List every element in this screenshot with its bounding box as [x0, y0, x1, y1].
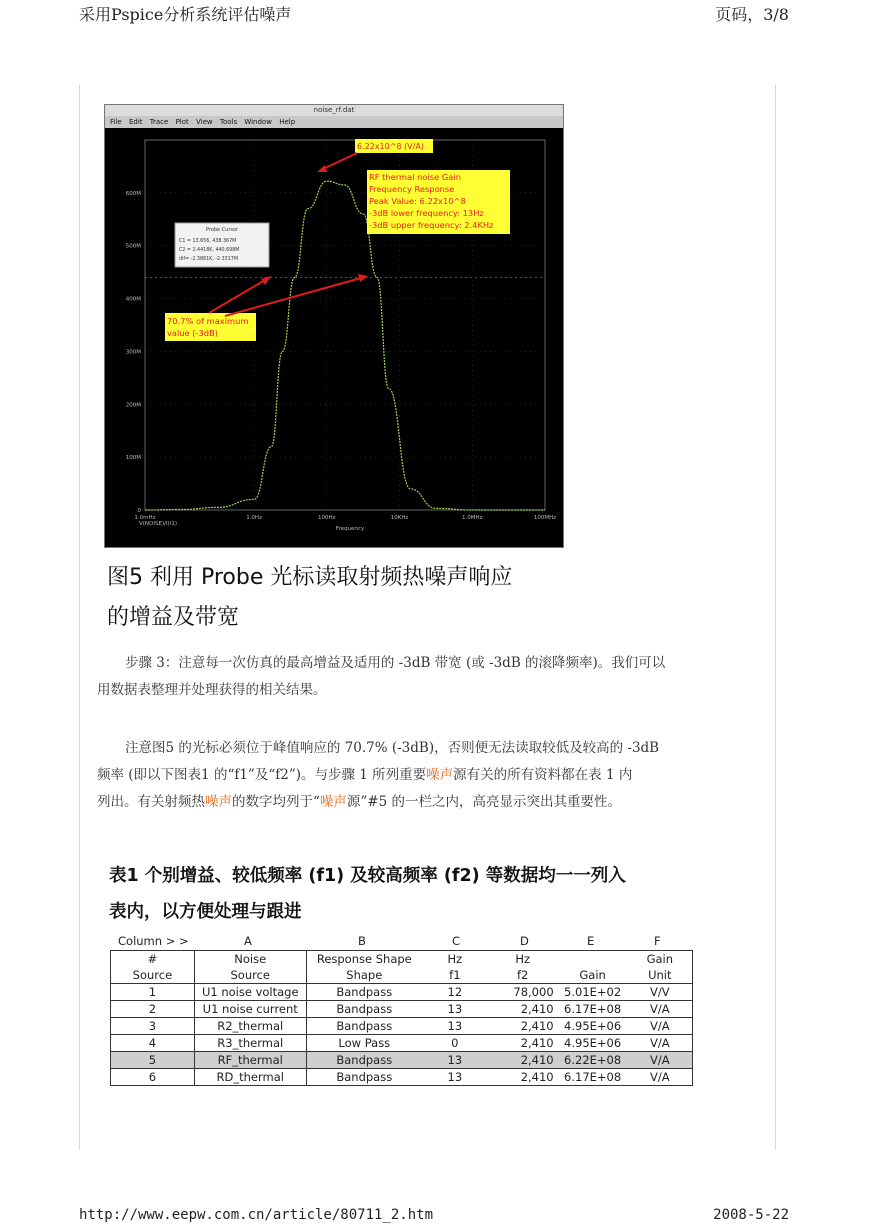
column-letter-e: E [587, 934, 595, 948]
y-tick-label: 600M [125, 190, 141, 197]
table-header-row: Source Source Shape f1 f2 Gain Unit [132, 968, 672, 982]
paragraph-step3 [97, 650, 762, 704]
column-label-row: Column > > [118, 934, 189, 948]
y-tick-label: 500M [125, 243, 141, 250]
p2-line-1: 注意图5 的光标必须位于峰值响应的 70.7% (-3dB)，否则便无法读取较低及较高的 -3dB [125, 740, 660, 756]
menu-help: Help [279, 118, 296, 126]
footer-date: 2008-5-22 [713, 1207, 789, 1223]
cursor-c2: C2 = 2.4418K, 440.698M [179, 248, 240, 253]
trace-legend: V(NOISE)/I(I1) [139, 521, 177, 527]
table-row: 4 R3_thermal Low Pass 0 2,410 4.95E+06 V/A [111, 1035, 693, 1052]
screenshot-menu-bar [105, 116, 563, 128]
y-axis-ticks [126, 191, 142, 514]
info-line-2: Frequency Response [369, 184, 455, 194]
cutoff-annotation [165, 274, 368, 341]
y-tick-label: 0 [137, 508, 141, 514]
gain-info-annotation [367, 170, 510, 234]
column-letter-f: F [654, 934, 661, 948]
header-title: 采用Pspice分析系统评估噪声 [79, 5, 292, 24]
cutoff-label-2: value (-3dB) [167, 328, 219, 338]
x-tick-label: 1.0mHz [134, 515, 156, 521]
cursor-dif: dif= -2.3881K, -2.3317M [179, 257, 238, 262]
cursor-box-title: Probe Cursor [205, 227, 239, 233]
probe-screenshot [104, 104, 564, 548]
table-row: 6 RD_thermal Bandpass 13 2,410 6.17E+08 V/A [111, 1069, 693, 1086]
menu-window: Window [244, 118, 272, 126]
column-letter-d: D [520, 934, 529, 948]
peak-annotation [317, 139, 433, 172]
column-letter-a: A [244, 934, 252, 948]
header-page-number: 页码，3/8 [715, 5, 789, 24]
x-axis-ticks [134, 515, 556, 521]
table-row: 3 R2_thermal Bandpass 13 2,410 4.95E+06 V/A [111, 1018, 693, 1035]
peak-label: 6.22x10^8 (V/A) [357, 142, 424, 151]
p1-line-1: 步骤 3：注意每一次仿真的最高增益及适用的 -3dB 带宽 (或 -3dB 的滚降频率)。我们可以 [125, 655, 666, 671]
paragraph-cursor-note: 注意图5 的光标必须位于峰值响应的 70.7% (-3dB)，否则便无法读取较低及较高的 -3dB 频率 (即以下图表1 的“f1”及“f2”)。与步骤 1 所列重要噪声源有关的所有资料都在表 1 内 列出。有关射频热噪声的数字均列于“噪声源”#5 的一栏之内，高亮显示突出其重要性。 [97, 740, 660, 810]
table-row: 2 U1 noise current Bandpass 13 2,410 6.17E+08 V/A [111, 1001, 693, 1018]
noise-link: 噪声 [319, 794, 347, 810]
info-line-1: RF thermal noise Gain [369, 172, 461, 182]
x-tick-label: 1.0MHz [462, 515, 483, 521]
table-row: 1 U1 noise voltage Bandpass 12 78,000 5.01E+02 V/V [111, 984, 693, 1001]
p1-line-2: 用数据表整理并处理获得的相关结果。 [97, 682, 327, 698]
menu-trace: Trace [149, 118, 169, 126]
cursor-info-box [175, 223, 269, 267]
cursor-c1: C1 = 13.656, 438.367M [179, 239, 237, 244]
x-tick-label: 1.0Hz [246, 515, 262, 521]
right-margin-line [775, 85, 776, 1150]
menu-edit: Edit [128, 118, 143, 126]
footer-url[interactable]: http://www.eepw.com.cn/article/80711_2.htm [79, 1207, 434, 1223]
menu-plot: Plot [175, 118, 189, 126]
noise-link: 噪声 [205, 794, 232, 810]
x-tick-label: 10KHz [390, 515, 409, 521]
info-line-3: Peak Value: 6.22x10^8 [369, 196, 466, 206]
table-caption-line-1: 表1 个别增益、较低频率 (f1) 及较高频率 (f2) 等数据均一一列入 [109, 866, 626, 886]
info-line-4: -3dB lower frequency: 13Hz [369, 208, 484, 218]
y-tick-label: 300M [125, 349, 141, 356]
column-letter-b: B [358, 934, 366, 948]
y-tick-label: 400M [125, 296, 141, 303]
figure-caption-line-2: 的增益及带宽 [107, 605, 240, 630]
x-tick-label: 100Hz [318, 515, 336, 521]
noise-source-table [110, 950, 693, 1086]
y-tick-label: 200M [125, 402, 141, 409]
x-tick-label: 100MHz [533, 515, 557, 521]
table-row-highlighted: 5 RF_thermal Bandpass 13 2,410 6.22E+08 V/A [111, 1052, 693, 1069]
y-tick-label: 100M [125, 455, 141, 462]
noise-gain-plot [105, 128, 563, 547]
screenshot-window-title: noise_rf.dat [105, 105, 563, 116]
cutoff-label-1: 70.7% of maximum [167, 316, 249, 326]
column-letter-c: C [452, 934, 461, 948]
menu-file: File [110, 118, 122, 126]
left-margin-line [79, 85, 80, 1150]
info-line-5: -3dB upper frequency: 2.4KHz [369, 220, 494, 230]
noise-link: 噪声 [426, 767, 454, 783]
table-caption-line-2: 表内，以方便处理与跟进 [109, 902, 302, 922]
x-axis-label: Frequency [335, 526, 365, 532]
table-header-row: # Noise Response Shape Hz Hz Gain [147, 952, 674, 966]
menu-view: View [196, 118, 213, 126]
menu-tools: Tools [219, 118, 238, 126]
figure-caption-line-1: 图5 利用 Probe 光标读取射频热噪声响应 [107, 565, 513, 590]
